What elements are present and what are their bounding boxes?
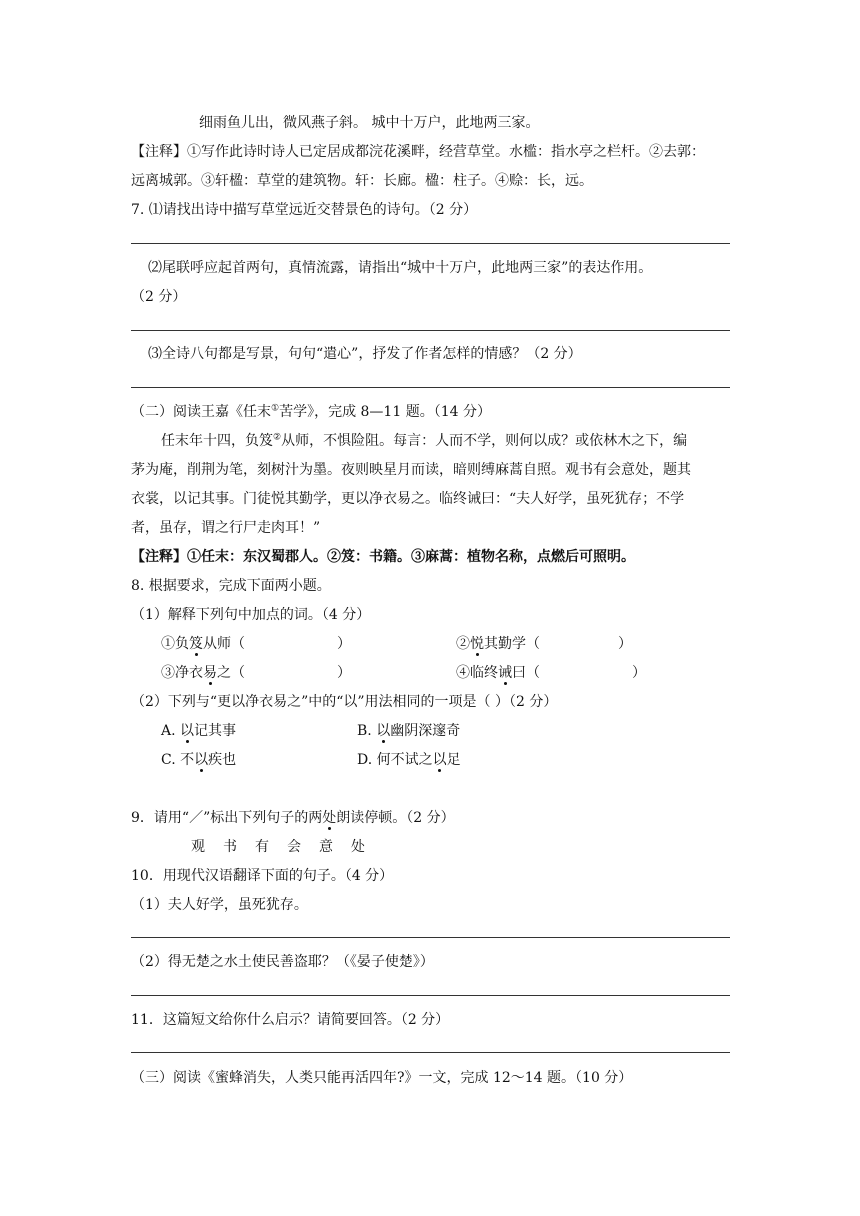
question-9-text-b: 朗读停顿。（2 分） (336, 810, 455, 826)
q8-option-b-post: 幽阴深邃奇 (390, 723, 461, 739)
passage-line-4: 者，虽存，谓之行尸走肉耳！” (131, 520, 321, 536)
q8-item-2 (456, 634, 632, 654)
section-3-heading: （三）阅读《蜜蜂消失，人类只能再活四年?》一文，完成 12～14 题。（10 分） (131, 1070, 633, 1086)
poem-note-line-1 (131, 142, 705, 162)
q8-item-3-post: 之（ (217, 665, 245, 681)
question-7-3: ⑶全诗八句都是写景，句句“遣心”，抒发了作者怎样的情感？（2 分） (148, 346, 582, 362)
passage-line-1 (161, 431, 687, 451)
q8-item-3 (161, 663, 351, 683)
answer-line-7-1[interactable] (131, 243, 730, 244)
question-11: 11．这篇短文给你什么启示？请简要回答。（2 分） (131, 1012, 450, 1028)
q8-item-2-close: ） (618, 636, 632, 652)
q8-item-1-dotted-word: 笈 (189, 636, 203, 652)
question-8-2: （2）下列与“更以净衣易之”中的“以”用法相同的一项是（ ）（2 分） (131, 694, 558, 710)
q8-item-4-post: 曰（ (512, 665, 540, 681)
question-9-text-a: 9．请用“／”标出下列句子的两 (131, 810, 323, 826)
q8-item-1-pre: ①负 (161, 636, 189, 652)
q8-item-2-dotted-word: 悦 (470, 636, 484, 652)
q8-item-1 (161, 634, 351, 654)
poem-note-line-2: 远离城郭。③轩楹：草堂的建筑物。轩：长廊。楹：柱子。④赊：长，远。 (131, 173, 593, 189)
poem-note-text-1: 【注释】①写作此诗时诗人已定居成都浣花溪畔，经营草堂。水槛：指水亭之栏杆。②去郭： (131, 144, 705, 160)
q8-item-3-close: ） (337, 665, 351, 681)
passage-text-1b: 从师，不惧险阻。每言：人而不学，则何以成？或依林木之下，编 (281, 433, 688, 449)
q8-item-4-close: ） (632, 665, 646, 681)
q8-option-d[interactable] (357, 750, 461, 770)
q8-item-1-post: 从师（ (203, 636, 245, 652)
section-2-footnote-mark: ① (271, 403, 280, 414)
passage-footnote-mark: ② (273, 432, 282, 443)
question-7-2-score: （2 分） (131, 289, 187, 305)
answer-line-7-3[interactable] (131, 387, 730, 388)
question-10: 10．用现代汉语翻译下面的句子。（4 分） (131, 868, 394, 884)
q8-option-d-dotted-word: 以 (432, 752, 447, 768)
q8-option-d-post: 足 (446, 752, 461, 768)
q8-option-c-pre: C. 不 (161, 752, 195, 768)
poem-lines: 细雨鱼儿出，微风燕子斜。 城中十万户，此地两三家。 (199, 115, 540, 131)
q8-item-4-dotted-word: 诫 (498, 665, 512, 681)
q8-item-2-pre: ② (456, 636, 470, 652)
passage-note: 【注释】①任末：东汉蜀郡人。②笈：书籍。③麻蒿：植物名称，点燃后可照明。 (131, 549, 635, 565)
section-2-text-b: 苦学》，完成 8—11 题。（14 分） (279, 404, 491, 420)
q8-item-3-pre: ③净衣 (161, 665, 203, 681)
answer-line-10-1[interactable] (131, 937, 730, 938)
question-8-1: （1）解释下列句中加点的词。（4 分） (131, 607, 371, 623)
q8-option-d-pre: D. 何不试之 (357, 752, 433, 768)
q8-option-c-dotted-word: 以 (194, 752, 209, 768)
question-7-2: ⑵尾联呼应起首两句，真情流露，请指出“城中十万户，此地两三家”的表达作用。 (148, 260, 653, 276)
answer-line-11[interactable] (131, 1052, 730, 1053)
q8-option-b-pre: B. (357, 723, 377, 739)
question-9-dotted-word: 处 (322, 810, 337, 826)
q8-option-a-post: 记其事 (194, 723, 237, 739)
passage-line-2: 茅为庵，削荆为笔，刻树汁为墨。夜则映星月而读，暗则缚麻蒿自照。观书有会意处，题其 (131, 462, 691, 478)
answer-line-7-2[interactable] (131, 330, 730, 331)
q8-item-2-post: 其勤学（ (484, 636, 540, 652)
q8-option-b[interactable] (357, 721, 460, 741)
question-10-2: （2）得无楚之水土使民善盗耶？（《晏子使楚》） (131, 954, 434, 970)
section-2-heading (131, 402, 491, 422)
question-8: 8. 根据要求，完成下面两小题。 (131, 578, 331, 594)
q8-item-4 (456, 663, 646, 683)
q8-option-b-dotted-word: 以 (376, 723, 391, 739)
section-2-text-a: （二）阅读王嘉《任末 (131, 404, 271, 420)
q8-option-a[interactable] (161, 721, 236, 741)
q8-item-4-pre: ④临终 (456, 665, 498, 681)
q8-item-3-dotted-word: 易 (203, 665, 217, 681)
passage-line-3: 衣裳，以记其事。门徒悦其勤学，更以净衣易之。临终诫曰：“夫人好学，虽死犹存；不学 (131, 491, 685, 507)
q8-option-a-pre: A. (161, 723, 181, 739)
question-9-sentence[interactable]: 观书有会意处 (191, 839, 383, 855)
q8-option-c-post: 疾也 (208, 752, 237, 768)
q8-option-a-dotted-word: 以 (180, 723, 195, 739)
question-7-1: 7. ⑴请找出诗中描写草堂远近交替景色的诗句。（2 分） (131, 202, 478, 218)
passage-text-1a: 任末年十四，负笈 (161, 433, 273, 449)
q8-item-1-close: ） (337, 636, 351, 652)
question-9 (131, 808, 455, 828)
question-10-1: （1）夫人好学，虽死犹存。 (131, 897, 308, 913)
q8-option-c[interactable] (161, 750, 236, 770)
answer-line-10-2[interactable] (131, 995, 730, 996)
